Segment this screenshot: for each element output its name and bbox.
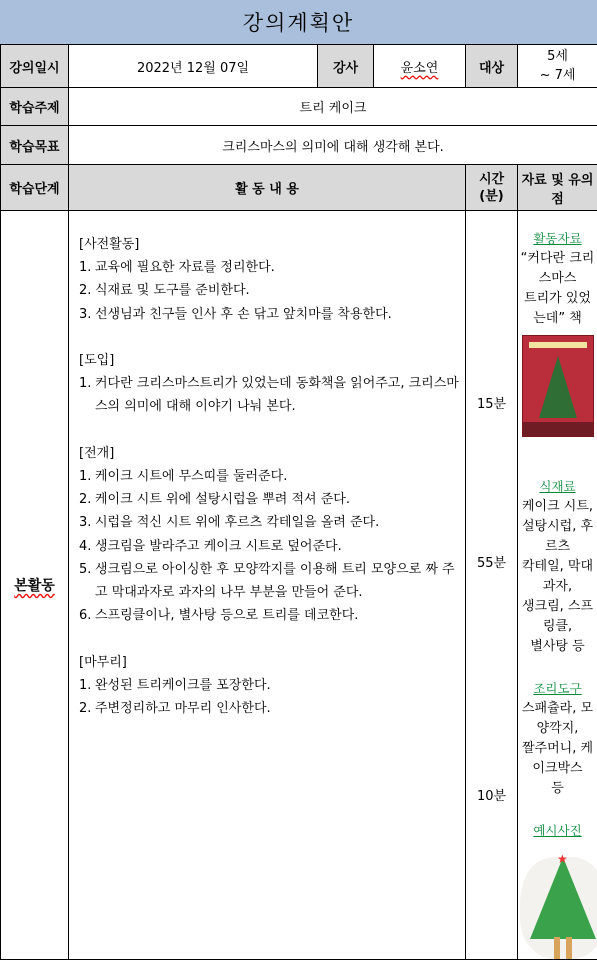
main-title: [전개] — [79, 442, 459, 465]
book-title-line2: 트리가 있었는데” 책 — [520, 289, 595, 329]
time-header-line1: 시간 — [466, 171, 517, 188]
teacher-label: 강사 — [318, 45, 374, 88]
pre-item-3: 3. 선생님과 친구들 인사 후 손 닦고 앞치마를 착용한다. — [79, 303, 459, 326]
date-value: 2022년 12월 07일 — [69, 45, 318, 88]
tools-line-2: 짤주머니, 케이크박스 — [520, 739, 595, 779]
pre-item-2: 2. 식재료 및 도구를 준비한다. — [79, 279, 459, 302]
target-value — [518, 45, 597, 88]
goal-label: 학습목표 — [1, 126, 69, 165]
intro-title: [도입] — [79, 349, 459, 372]
end-title: [마무리] — [79, 651, 459, 674]
pre-activity-title: [사전활동] — [79, 233, 459, 256]
target-line2: ~ 7세 — [518, 66, 597, 85]
tools-heading: 조리도구 — [520, 679, 595, 699]
main-row — [1, 211, 597, 960]
ingredient-line-2: 설탕시럽, 후르츠 — [520, 517, 595, 557]
main-item-4: 4. 생크림을 발라주고 케이크 시트로 덮어준다. — [79, 535, 459, 558]
teacher-name: 윤소연 — [401, 61, 439, 76]
end-item-1: 1. 완성된 트리케이크를 포장한다. — [79, 674, 459, 697]
topic-label: 학습주제 — [1, 88, 69, 126]
ingredients-heading: 식재료 — [520, 477, 595, 497]
main-item-1: 1. 케이크 시트에 무스띠를 둘러준다. — [79, 465, 459, 488]
main-item-3: 3. 시럽을 적신 시트 위에 후르츠 칵테일을 올려 준다. — [79, 511, 459, 534]
time-header — [466, 165, 518, 211]
page-title: 강의계획안 — [0, 0, 597, 44]
activity-material-heading: 활동자료 — [520, 229, 595, 249]
goal-value: 크리스마스의 의미에 대해 생각해 본다. — [69, 126, 597, 165]
tree-cake-photo: ★ — [520, 849, 597, 959]
stage-header: 학습단계 — [1, 165, 69, 211]
date-label: 강의일시 — [1, 45, 69, 88]
main-item-5: 5. 생크림으로 아이싱한 후 모양깍지를 이용해 트리 모양으로 짜 주고 막대과자로 과자의 나무 부분을 만들어 준다. — [79, 558, 459, 604]
lesson-plan-table — [0, 44, 597, 960]
time-end: 10분 — [466, 785, 517, 804]
pre-item-1: 1. 교육에 필요한 자료를 정리한다. — [79, 256, 459, 279]
time-intro: 15분 — [466, 393, 517, 412]
ingredient-line-1: 케이크 시트, — [520, 497, 595, 517]
topic-row — [1, 88, 597, 126]
intro-item-1: 1. 커다란 크리스마스트리가 있었는데 동화책을 읽어주고, 크리스마스의 의미에 대해 이야기 나눠 본다. — [79, 372, 459, 418]
activity-header: 활 동 내 용 — [69, 165, 466, 211]
target-line1: 5세 — [518, 47, 597, 66]
end-item-2: 2. 주변정리하고 마무리 인사한다. — [79, 697, 459, 720]
time-cell — [466, 211, 518, 960]
ingredient-line-5: 별사탕 등 — [520, 637, 595, 657]
time-header-line2: (분) — [466, 188, 517, 205]
teacher-value — [374, 45, 466, 88]
header-row — [1, 165, 597, 211]
book-cover-image — [522, 335, 594, 437]
tools-line-1: 스패츌라, 모양깍지, — [520, 699, 595, 739]
target-label: 대상 — [466, 45, 518, 88]
main-item-6: 6. 스프링클이나, 별사탕 등으로 트리를 데코한다. — [79, 604, 459, 627]
book-title-line1: “커다란 크리스마스 — [520, 249, 595, 289]
materials-cell — [518, 211, 597, 960]
info-row — [1, 45, 597, 88]
main-item-2: 2. 케이크 시트 위에 설탕시럽을 뿌려 적셔 준다. — [79, 488, 459, 511]
example-photo-heading: 예시사진 — [520, 821, 595, 841]
time-main: 55분 — [466, 552, 517, 571]
tools-line-3: 등 — [520, 779, 595, 799]
activity-cell — [69, 211, 466, 960]
stage-cell — [1, 211, 69, 960]
goal-row — [1, 126, 597, 165]
ingredient-line-4: 생크림, 스프링클, — [520, 597, 595, 637]
materials-header: 자료 및 유의점 — [518, 165, 597, 211]
ingredient-line-3: 칵테일, 막대과자, — [520, 557, 595, 597]
stage-label: 본활동 — [14, 578, 55, 594]
topic-value: 트리 케이크 — [69, 88, 597, 126]
